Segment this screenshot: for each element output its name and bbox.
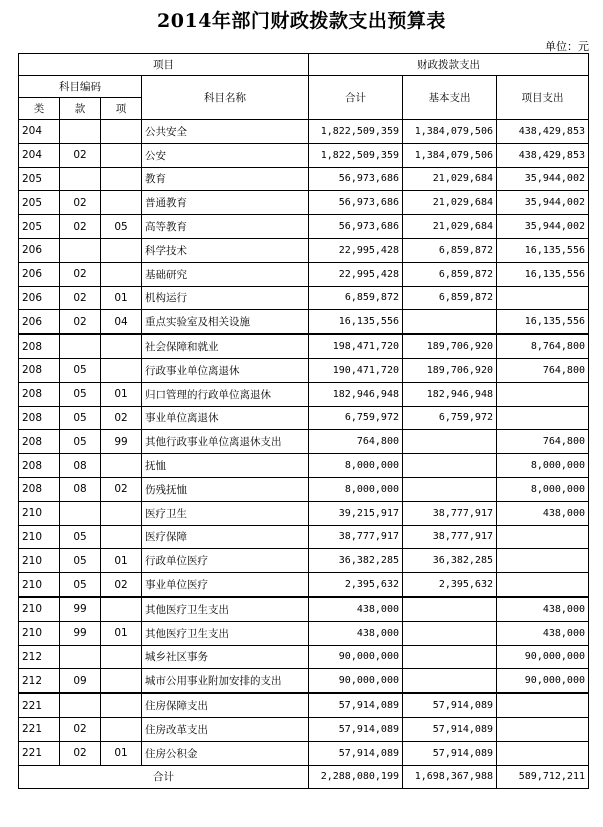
table-row <box>19 477 589 501</box>
code-xiang <box>101 717 142 741</box>
code-xiang <box>101 597 142 621</box>
table-row <box>19 645 589 669</box>
amount-basic: 38,777,917 <box>403 525 497 549</box>
table-row <box>19 549 589 573</box>
code-kuan <box>60 693 101 717</box>
header-name: 科目名称 <box>142 76 309 120</box>
item-name: 其他行政事业单位离退休支出 <box>142 430 309 454</box>
amount-basic: 1,384,079,506 <box>403 120 497 144</box>
item-name: 伤残抚恤 <box>142 477 309 501</box>
item-name: 基础研究 <box>142 262 309 286</box>
code-xiang <box>101 358 142 382</box>
amount-total: 438,000 <box>309 621 403 645</box>
code-lei: 208 <box>19 382 60 406</box>
code-kuan <box>60 238 101 262</box>
item-name: 城乡社区事务 <box>142 645 309 669</box>
page-title: 2014年部门财政拨款支出预算表 <box>157 10 446 32</box>
header-xiang: 项 <box>101 98 142 120</box>
item-name: 其他医疗卫生支出 <box>142 621 309 645</box>
item-name: 住房保障支出 <box>142 693 309 717</box>
code-kuan <box>60 645 101 669</box>
code-lei: 221 <box>19 717 60 741</box>
amount-basic: 1,384,079,506 <box>403 143 497 167</box>
table-row <box>19 143 589 167</box>
amount-basic <box>403 621 497 645</box>
amount-total: 38,777,917 <box>309 525 403 549</box>
item-name: 社会保障和就业 <box>142 334 309 358</box>
item-name: 行政事业单位离退休 <box>142 358 309 382</box>
table-row <box>19 120 589 144</box>
code-xiang: 01 <box>101 286 142 310</box>
code-kuan: 09 <box>60 669 101 693</box>
header-code: 科目编码 <box>19 76 142 98</box>
amount-basic: 21,029,684 <box>403 215 497 239</box>
code-xiang <box>101 262 142 286</box>
code-lei: 221 <box>19 741 60 765</box>
table-row <box>19 406 589 430</box>
code-lei: 210 <box>19 525 60 549</box>
amount-basic: 6,859,872 <box>403 262 497 286</box>
amount-basic <box>403 454 497 478</box>
amount-basic: 38,777,917 <box>403 501 497 525</box>
code-xiang <box>101 645 142 669</box>
amount-total: 190,471,720 <box>309 358 403 382</box>
amount-project: 16,135,556 <box>497 238 589 262</box>
code-kuan: 05 <box>60 430 101 454</box>
table-row <box>19 573 589 597</box>
code-lei: 206 <box>19 238 60 262</box>
item-name: 住房公积金 <box>142 741 309 765</box>
amount-basic: 2,395,632 <box>403 573 497 597</box>
table-row <box>19 693 589 717</box>
code-kuan <box>60 120 101 144</box>
table-row <box>19 286 589 310</box>
amount-total: 438,000 <box>309 597 403 621</box>
amount-project <box>497 573 589 597</box>
amount-project: 35,944,002 <box>497 191 589 215</box>
amount-project: 90,000,000 <box>497 645 589 669</box>
amount-project <box>497 693 589 717</box>
amount-project <box>497 549 589 573</box>
code-lei: 221 <box>19 693 60 717</box>
code-lei: 212 <box>19 669 60 693</box>
code-kuan: 05 <box>60 525 101 549</box>
code-xiang: 04 <box>101 310 142 334</box>
amount-total: 764,800 <box>309 430 403 454</box>
code-lei: 208 <box>19 334 60 358</box>
amount-total: 57,914,089 <box>309 741 403 765</box>
code-kuan: 02 <box>60 191 101 215</box>
table-row <box>19 262 589 286</box>
item-name: 机构运行 <box>142 286 309 310</box>
code-kuan: 02 <box>60 286 101 310</box>
item-name: 重点实验室及相关设施 <box>142 310 309 334</box>
item-name: 医疗保障 <box>142 525 309 549</box>
amount-project: 764,800 <box>497 358 589 382</box>
item-name: 住房改革支出 <box>142 717 309 741</box>
header-total: 合计 <box>309 76 403 120</box>
total-sum: 2,288,080,199 <box>309 765 403 789</box>
amount-basic: 21,029,684 <box>403 167 497 191</box>
code-xiang: 02 <box>101 406 142 430</box>
amount-project: 8,764,800 <box>497 334 589 358</box>
item-name: 城市公用事业附加安排的支出 <box>142 669 309 693</box>
code-lei: 206 <box>19 262 60 286</box>
amount-total: 1,822,509,359 <box>309 143 403 167</box>
amount-project: 35,944,002 <box>497 215 589 239</box>
total-basic: 1,698,367,988 <box>403 765 497 789</box>
code-xiang <box>101 669 142 693</box>
amount-basic <box>403 477 497 501</box>
unit-label: 单位：元 <box>545 40 589 53</box>
item-name: 其他医疗卫生支出 <box>142 597 309 621</box>
table-row <box>19 167 589 191</box>
code-xiang <box>101 334 142 358</box>
item-name: 抚恤 <box>142 454 309 478</box>
amount-project <box>497 286 589 310</box>
table-row <box>19 310 589 334</box>
amount-basic: 189,706,920 <box>403 358 497 382</box>
code-kuan <box>60 501 101 525</box>
code-lei: 208 <box>19 406 60 430</box>
code-xiang <box>101 167 142 191</box>
code-xiang: 02 <box>101 477 142 501</box>
amount-project: 35,944,002 <box>497 167 589 191</box>
table-row <box>19 454 589 478</box>
code-lei: 204 <box>19 120 60 144</box>
header-fiscal: 财政拨款支出 <box>309 54 589 76</box>
code-kuan: 05 <box>60 358 101 382</box>
header-lei: 类 <box>19 98 60 120</box>
code-lei: 205 <box>19 167 60 191</box>
amount-total: 8,000,000 <box>309 454 403 478</box>
code-lei: 206 <box>19 286 60 310</box>
table-row <box>19 215 589 239</box>
table-row <box>19 717 589 741</box>
code-xiang <box>101 191 142 215</box>
item-name: 科学技术 <box>142 238 309 262</box>
amount-basic: 6,859,872 <box>403 238 497 262</box>
code-kuan: 05 <box>60 382 101 406</box>
amount-project <box>497 525 589 549</box>
code-kuan: 02 <box>60 741 101 765</box>
amount-total: 16,135,556 <box>309 310 403 334</box>
code-kuan: 99 <box>60 621 101 645</box>
code-lei: 204 <box>19 143 60 167</box>
amount-total: 90,000,000 <box>309 669 403 693</box>
code-lei: 208 <box>19 430 60 454</box>
code-lei: 208 <box>19 358 60 382</box>
item-name: 事业单位医疗 <box>142 573 309 597</box>
table-row <box>19 334 589 358</box>
code-lei: 208 <box>19 454 60 478</box>
code-kuan: 02 <box>60 310 101 334</box>
table-row <box>19 501 589 525</box>
code-xiang <box>101 238 142 262</box>
amount-basic: 6,859,872 <box>403 286 497 310</box>
code-kuan: 05 <box>60 573 101 597</box>
code-xiang <box>101 501 142 525</box>
code-kuan: 08 <box>60 454 101 478</box>
code-lei: 210 <box>19 501 60 525</box>
code-xiang: 02 <box>101 573 142 597</box>
amount-total: 22,995,428 <box>309 238 403 262</box>
table-row <box>19 597 589 621</box>
code-xiang <box>101 525 142 549</box>
item-name: 公安 <box>142 143 309 167</box>
code-kuan <box>60 334 101 358</box>
item-name: 公共安全 <box>142 120 309 144</box>
amount-total: 6,859,872 <box>309 286 403 310</box>
amount-project: 90,000,000 <box>497 669 589 693</box>
amount-basic <box>403 669 497 693</box>
code-kuan: 08 <box>60 477 101 501</box>
amount-basic: 57,914,089 <box>403 741 497 765</box>
code-lei: 210 <box>19 597 60 621</box>
code-xiang: 05 <box>101 215 142 239</box>
amount-basic: 21,029,684 <box>403 191 497 215</box>
code-xiang <box>101 693 142 717</box>
total-project: 589,712,211 <box>497 765 589 789</box>
amount-basic <box>403 310 497 334</box>
table-row <box>19 238 589 262</box>
amount-basic: 57,914,089 <box>403 693 497 717</box>
item-name: 普通教育 <box>142 191 309 215</box>
amount-project <box>497 741 589 765</box>
amount-project: 764,800 <box>497 430 589 454</box>
item-name: 事业单位离退休 <box>142 406 309 430</box>
header-kuan: 款 <box>60 98 101 120</box>
code-kuan: 05 <box>60 406 101 430</box>
total-label: 合计 <box>19 765 309 789</box>
amount-project: 438,000 <box>497 597 589 621</box>
code-xiang <box>101 454 142 478</box>
amount-basic: 36,382,285 <box>403 549 497 573</box>
budget-table <box>18 53 589 789</box>
amount-total: 57,914,089 <box>309 693 403 717</box>
code-xiang <box>101 143 142 167</box>
code-kuan: 02 <box>60 215 101 239</box>
table-row <box>19 669 589 693</box>
amount-project: 16,135,556 <box>497 310 589 334</box>
amount-project: 438,000 <box>497 501 589 525</box>
amount-project: 16,135,556 <box>497 262 589 286</box>
amount-basic <box>403 430 497 454</box>
item-name: 医疗卫生 <box>142 501 309 525</box>
amount-total: 6,759,972 <box>309 406 403 430</box>
item-name: 归口管理的行政单位离退休 <box>142 382 309 406</box>
amount-basic: 6,759,972 <box>403 406 497 430</box>
amount-total: 56,973,686 <box>309 215 403 239</box>
table-body <box>19 120 589 766</box>
code-xiang: 01 <box>101 621 142 645</box>
amount-total: 39,215,917 <box>309 501 403 525</box>
table-row <box>19 525 589 549</box>
code-kuan: 05 <box>60 549 101 573</box>
code-kuan <box>60 167 101 191</box>
code-lei: 210 <box>19 573 60 597</box>
code-lei: 210 <box>19 549 60 573</box>
code-kuan: 02 <box>60 143 101 167</box>
amount-project <box>497 406 589 430</box>
amount-total: 36,382,285 <box>309 549 403 573</box>
amount-total: 56,973,686 <box>309 167 403 191</box>
amount-total: 90,000,000 <box>309 645 403 669</box>
code-lei: 205 <box>19 215 60 239</box>
item-name: 高等教育 <box>142 215 309 239</box>
amount-basic <box>403 645 497 669</box>
amount-basic: 189,706,920 <box>403 334 497 358</box>
amount-total: 56,973,686 <box>309 191 403 215</box>
table-row <box>19 358 589 382</box>
amount-project: 438,429,853 <box>497 120 589 144</box>
header-item: 项目 <box>19 54 309 76</box>
code-lei: 212 <box>19 645 60 669</box>
table-row <box>19 382 589 406</box>
amount-total: 1,822,509,359 <box>309 120 403 144</box>
amount-total: 2,395,632 <box>309 573 403 597</box>
amount-basic: 182,946,948 <box>403 382 497 406</box>
item-name: 教育 <box>142 167 309 191</box>
code-xiang: 01 <box>101 382 142 406</box>
amount-total: 198,471,720 <box>309 334 403 358</box>
item-name: 行政单位医疗 <box>142 549 309 573</box>
code-kuan: 02 <box>60 717 101 741</box>
header-basic: 基本支出 <box>403 76 497 120</box>
amount-project: 8,000,000 <box>497 454 589 478</box>
amount-project <box>497 382 589 406</box>
header-project: 项目支出 <box>497 76 589 120</box>
code-lei: 205 <box>19 191 60 215</box>
code-xiang: 01 <box>101 741 142 765</box>
table-row <box>19 191 589 215</box>
amount-basic <box>403 597 497 621</box>
code-lei: 206 <box>19 310 60 334</box>
code-kuan: 99 <box>60 597 101 621</box>
amount-project: 8,000,000 <box>497 477 589 501</box>
code-lei: 210 <box>19 621 60 645</box>
code-xiang: 01 <box>101 549 142 573</box>
code-kuan: 02 <box>60 262 101 286</box>
code-xiang: 99 <box>101 430 142 454</box>
total-row <box>19 765 589 789</box>
code-xiang <box>101 120 142 144</box>
amount-total: 57,914,089 <box>309 717 403 741</box>
amount-total: 22,995,428 <box>309 262 403 286</box>
table-row <box>19 741 589 765</box>
amount-project: 438,429,853 <box>497 143 589 167</box>
amount-basic: 57,914,089 <box>403 717 497 741</box>
amount-total: 8,000,000 <box>309 477 403 501</box>
table-row <box>19 621 589 645</box>
amount-project: 438,000 <box>497 621 589 645</box>
table-row <box>19 430 589 454</box>
amount-total: 182,946,948 <box>309 382 403 406</box>
code-lei: 208 <box>19 477 60 501</box>
amount-project <box>497 717 589 741</box>
